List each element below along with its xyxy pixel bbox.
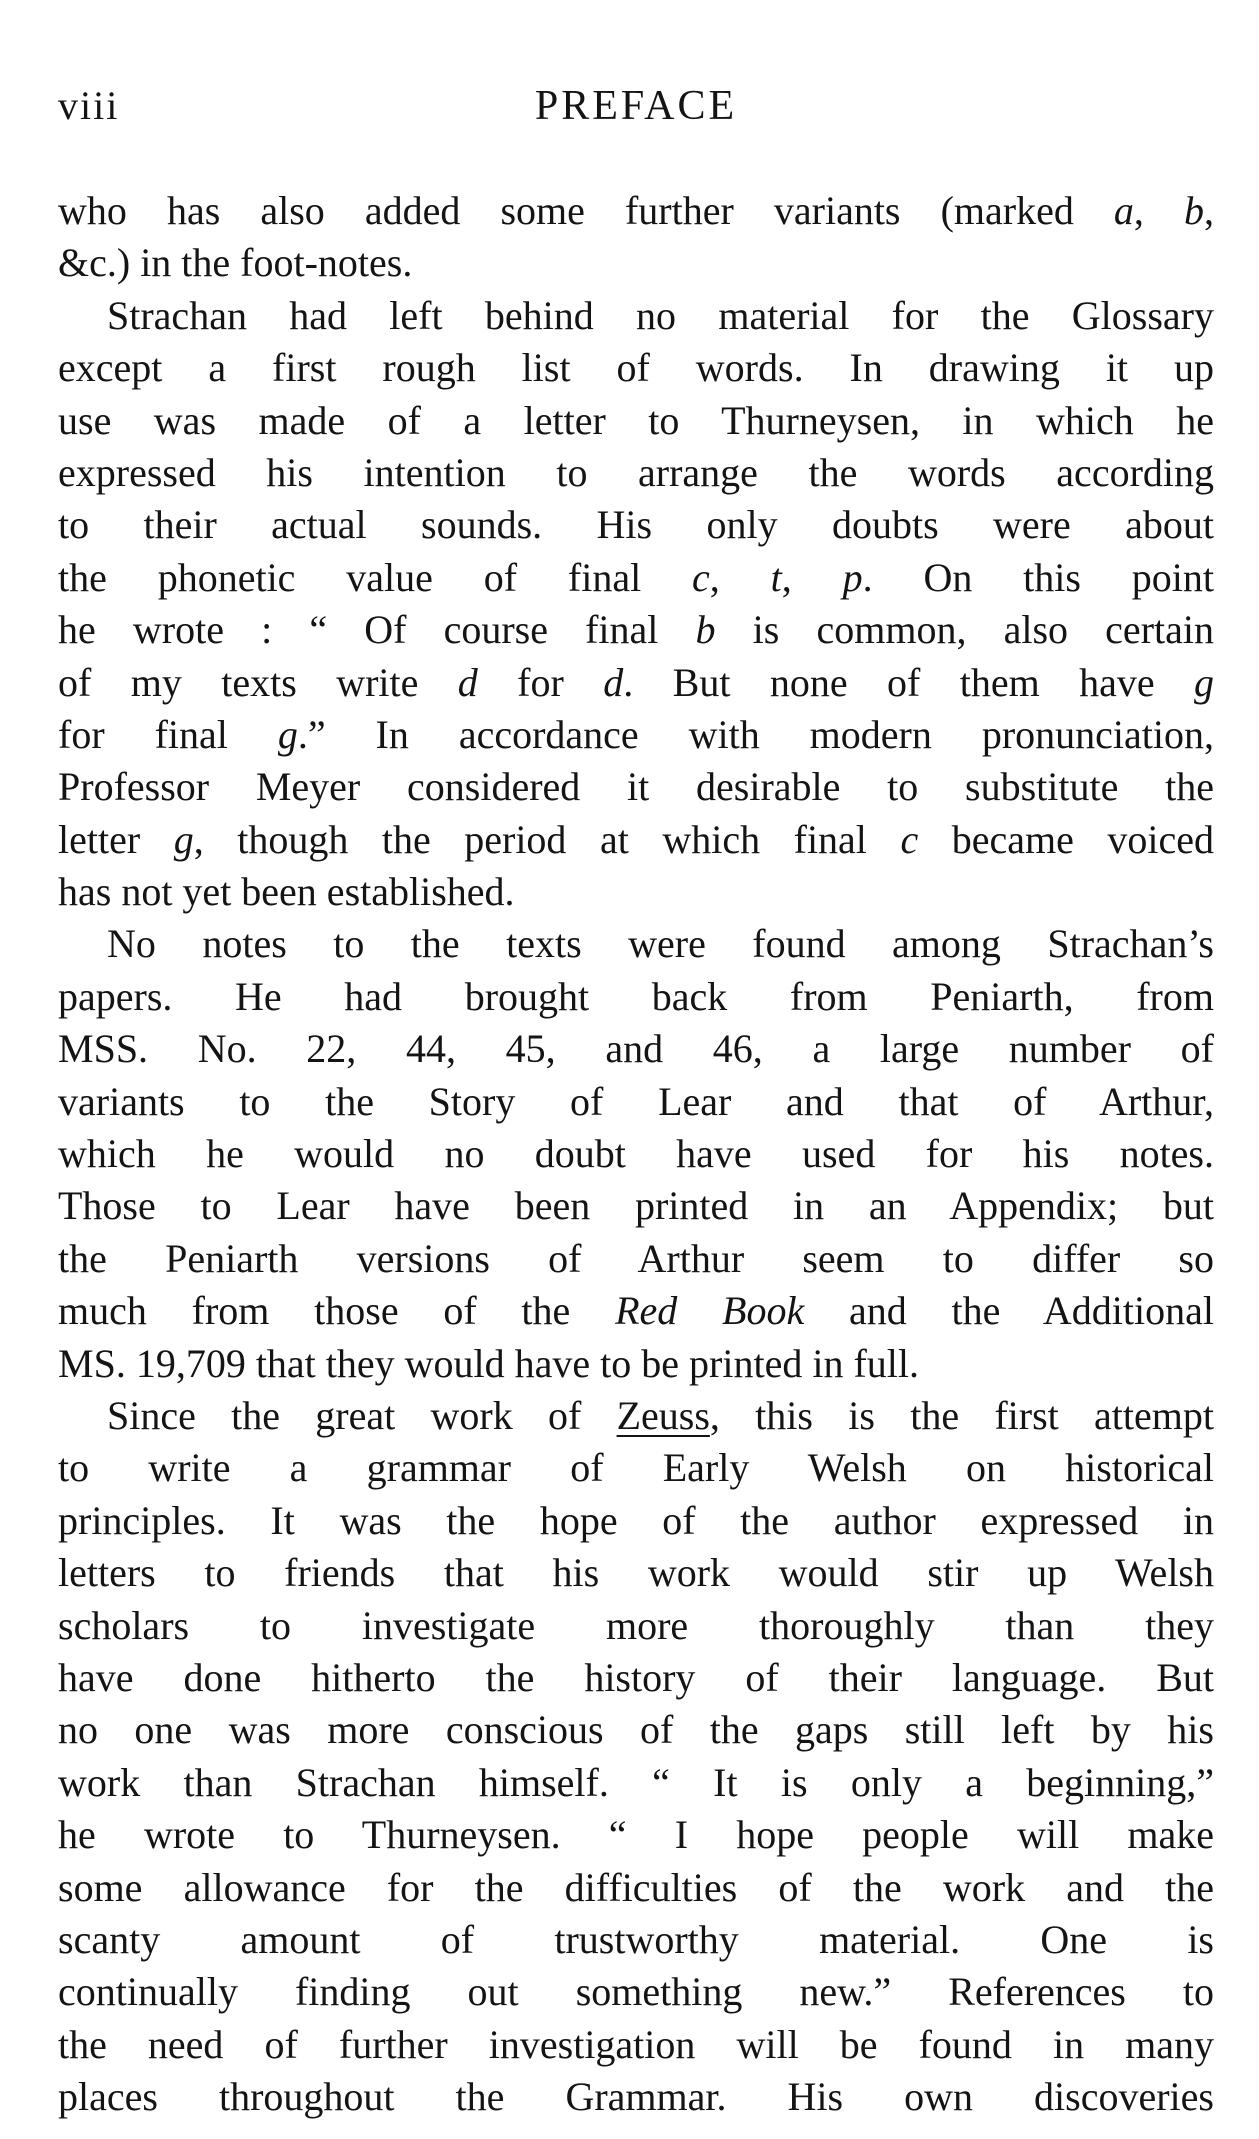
text-line: scholars to investigate more thoroughly than they <box>58 1602 1214 1648</box>
text-line: Professor Meyer considered it desirable to substitute the <box>58 764 1214 810</box>
preface-body-text <box>58 185 1214 2123</box>
text-line: the phonetic value of final c, t, p. On this point <box>58 554 1214 600</box>
page-number: viii <box>58 83 120 128</box>
text-line: places throughout the Grammar. His own discoveries <box>58 2074 1214 2120</box>
text-line: to their actual sounds. His only doubts were about <box>58 502 1214 548</box>
text-line: MS. 19,709 that they would have to be printed in full. <box>58 1340 919 1386</box>
text-line: continually finding out something new.” References to <box>58 1969 1214 2015</box>
text-line: Since the great work of Zeuss, this is the first attempt <box>107 1392 1214 1438</box>
text-line: he wrote : “ Of course final b is common, also certain <box>58 607 1214 653</box>
text-line: principles. It was the hope of the author expressed in <box>58 1497 1214 1543</box>
text-line: variants to the Story of Lear and that of Arthur, <box>58 1078 1214 1124</box>
text-line: &c.) in the foot-notes. <box>58 240 413 286</box>
text-line: much from those of the Red Book and the Additional <box>58 1288 1214 1334</box>
text-line: for final g.” In accordance with modern pronunciation, <box>58 711 1214 757</box>
text-line: use was made of a letter to Thurneysen, in which he <box>58 397 1214 443</box>
text-line: scanty amount of trustworthy material. One is <box>58 1916 1214 1962</box>
text-line: letter g, though the period at which final c became voiced <box>58 816 1214 862</box>
text-line: who has also added some further variants (marked a, b, <box>58 188 1214 233</box>
running-title: PREFACE <box>534 83 738 129</box>
text-line: which he would no doubt have used for his notes. <box>58 1131 1214 1177</box>
text-line: have done hitherto the history of their language. But <box>58 1654 1214 1700</box>
text-line: Those to Lear have been printed in an Appendix; but <box>58 1183 1214 1229</box>
text-line: MSS. No. 22, 44, 45, and 46, a large number of <box>58 1026 1214 1072</box>
text-line: letters to friends that his work would stir up Welsh <box>58 1550 1214 1596</box>
text-line: except a first rough list of words. In drawing it up <box>58 345 1214 391</box>
text-line: no one was more conscious of the gaps still left by his <box>58 1707 1214 1753</box>
book-page <box>58 0 1214 2123</box>
text-line: expressed his intention to arrange the words according <box>58 449 1214 495</box>
text-line: has not yet been established. <box>58 869 515 915</box>
text-line: the need of further investigation will be found in many <box>58 2021 1214 2067</box>
text-line: papers. He had brought back from Peniarth, from <box>58 973 1214 1019</box>
text-line: No notes to the texts were found among Strachan’s <box>107 921 1214 967</box>
text-line: of my texts write d for d. But none of them have g <box>58 659 1214 705</box>
text-line: work than Strachan himself. “ It is only a beginning,” <box>58 1759 1214 1805</box>
text-line: the Peniarth versions of Arthur seem to differ so <box>58 1235 1214 1281</box>
text-line: to write a grammar of Early Welsh on historical <box>58 1445 1214 1491</box>
text-line: Strachan had left behind no material for the Glossary <box>107 292 1214 338</box>
text-line: some allowance for the difficulties of the work and the <box>58 1864 1214 1910</box>
page-header <box>58 0 1214 140</box>
text-line: he wrote to Thurneysen. “ I hope people will make <box>58 1812 1214 1858</box>
